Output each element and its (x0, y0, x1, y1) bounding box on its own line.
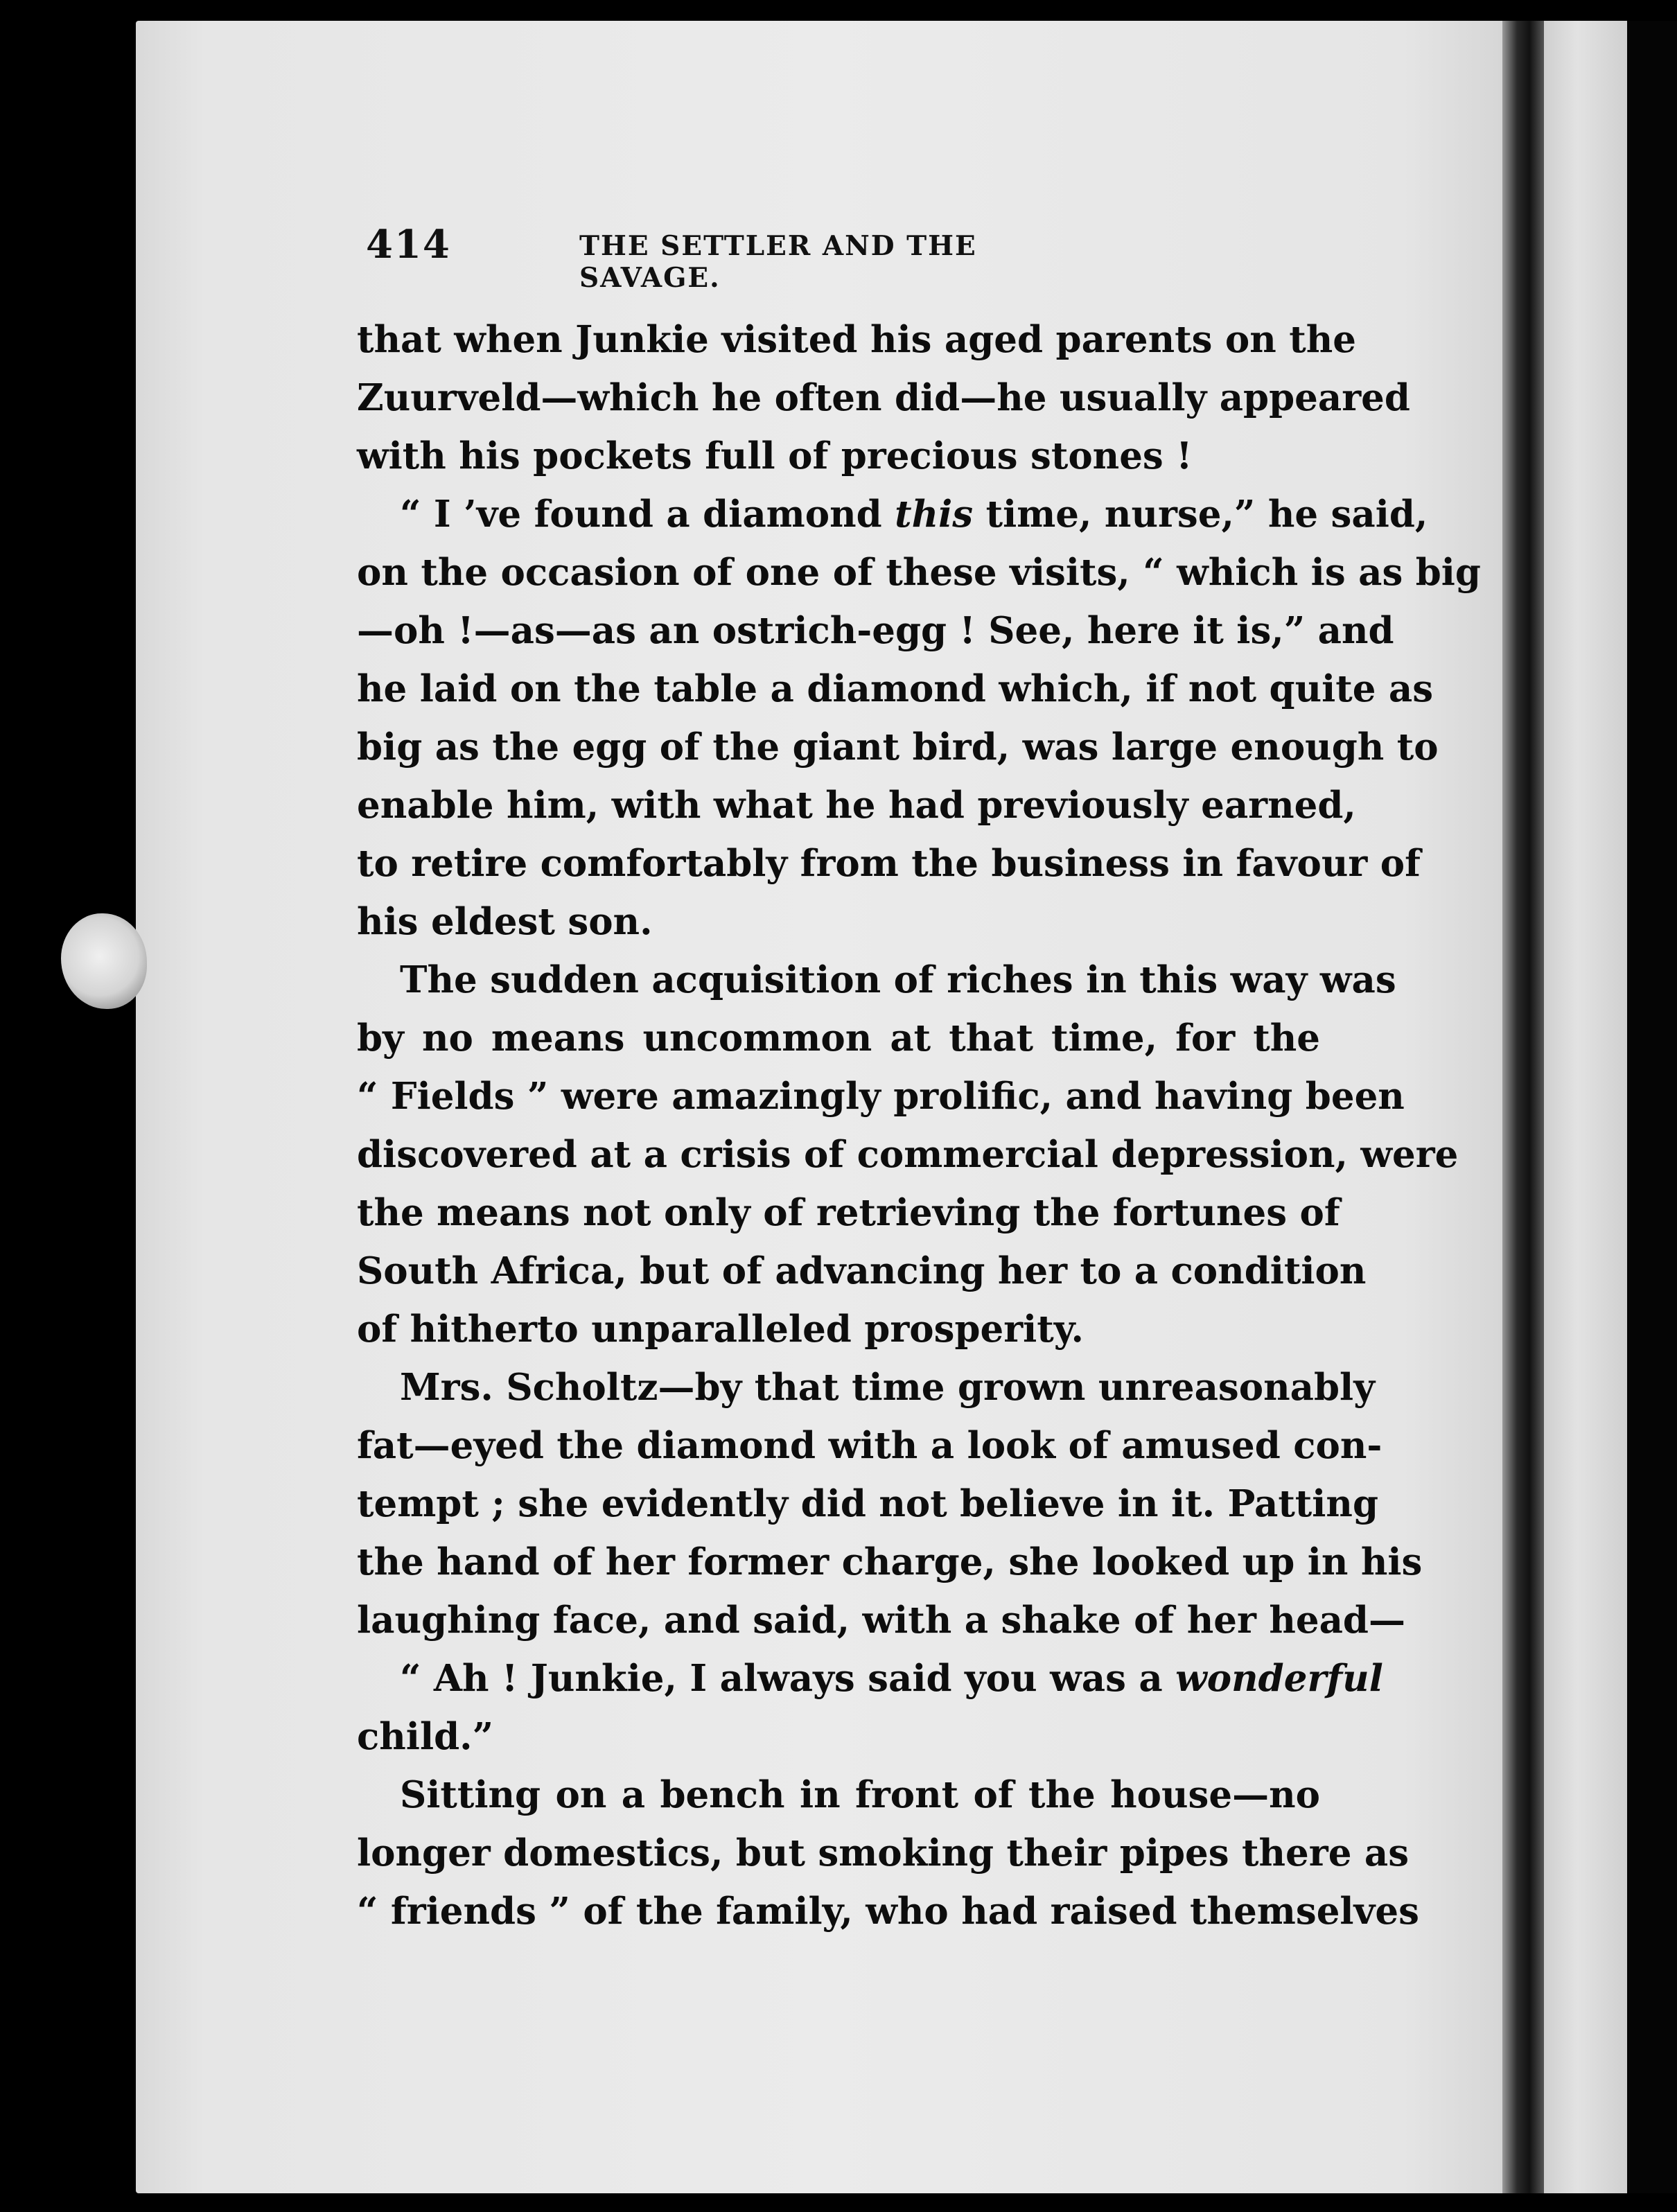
text-line: with his pockets full of precious stones ! (357, 434, 1193, 477)
text-line: that when Junkie visited his aged parents on the (357, 318, 1356, 361)
running-head: THE SETTLER AND THE SAVAGE. (579, 230, 977, 294)
text-line: the hand of her former charge, she looked up in his (357, 1540, 1423, 1583)
italic-word: wonderful (1175, 1657, 1383, 1700)
paper-blot (61, 913, 147, 1009)
text-line: enable him, with what he had previously earned, (357, 784, 1356, 827)
text-line: longer domestics, but smoking their pipes there as (357, 1832, 1410, 1875)
text-line: South Africa, but of advancing her to a condition (357, 1249, 1367, 1292)
text-line: Mrs. Scholtz—by that time grown unreasonably (400, 1366, 1375, 1409)
text-line: tempt ; she evidently did not believe in it. Patting (357, 1482, 1379, 1525)
binding-gutter (1502, 21, 1544, 2193)
text-line: “ Fields ” were amazingly prolific, and having been (357, 1075, 1405, 1118)
text-line-italic: “ I ’ve found a diamond this time, nurse,” he said, (400, 493, 1428, 536)
text-line-italic: “ Ah ! Junkie, I always said you was a wonderful (400, 1657, 1383, 1700)
text-line: discovered at a crisis of commercial depression, were (357, 1133, 1459, 1176)
text-line: fat—eyed the diamond with a look of amused con- (357, 1424, 1382, 1467)
page-header (366, 222, 1128, 294)
text-line: by no means uncommon at that time, for the (357, 1017, 1320, 1060)
text-line: —oh !—as—as an ostrich-egg ! See, here it is,” and (357, 609, 1394, 652)
text-line: big as the egg of the giant bird, was large enough to (357, 726, 1439, 769)
text-line: his eldest son. (357, 900, 653, 943)
page-number: 414 (366, 222, 451, 267)
text-line: the means not only of retrieving the fortunes of (357, 1191, 1340, 1234)
text-line: he laid on the table a diamond which, if not quite as (357, 667, 1434, 710)
text-line: on the occasion of one of these visits, “ which is as big (357, 551, 1481, 594)
text-line: Zuurveld—which he often did—he usually appeared (357, 376, 1410, 419)
scan-border (1627, 21, 1677, 2193)
text-line: to retire comfortably from the business in favour of (357, 842, 1421, 885)
body-text (357, 310, 1481, 1940)
text-line: laughing face, and said, with a shake of her head— (357, 1599, 1405, 1642)
text-line: child.” (357, 1715, 494, 1758)
text-line: of hitherto unparalleled prosperity. (357, 1308, 1084, 1351)
facing-page-edge (1544, 21, 1627, 2193)
text-line: “ friends ” of the family, who had raised themselves (357, 1890, 1419, 1933)
text-line: Sitting on a bench in front of the house—no (400, 1773, 1320, 1816)
italic-word: this (895, 493, 974, 536)
text-line: The sudden acquisition of riches in this way was (400, 958, 1396, 1001)
